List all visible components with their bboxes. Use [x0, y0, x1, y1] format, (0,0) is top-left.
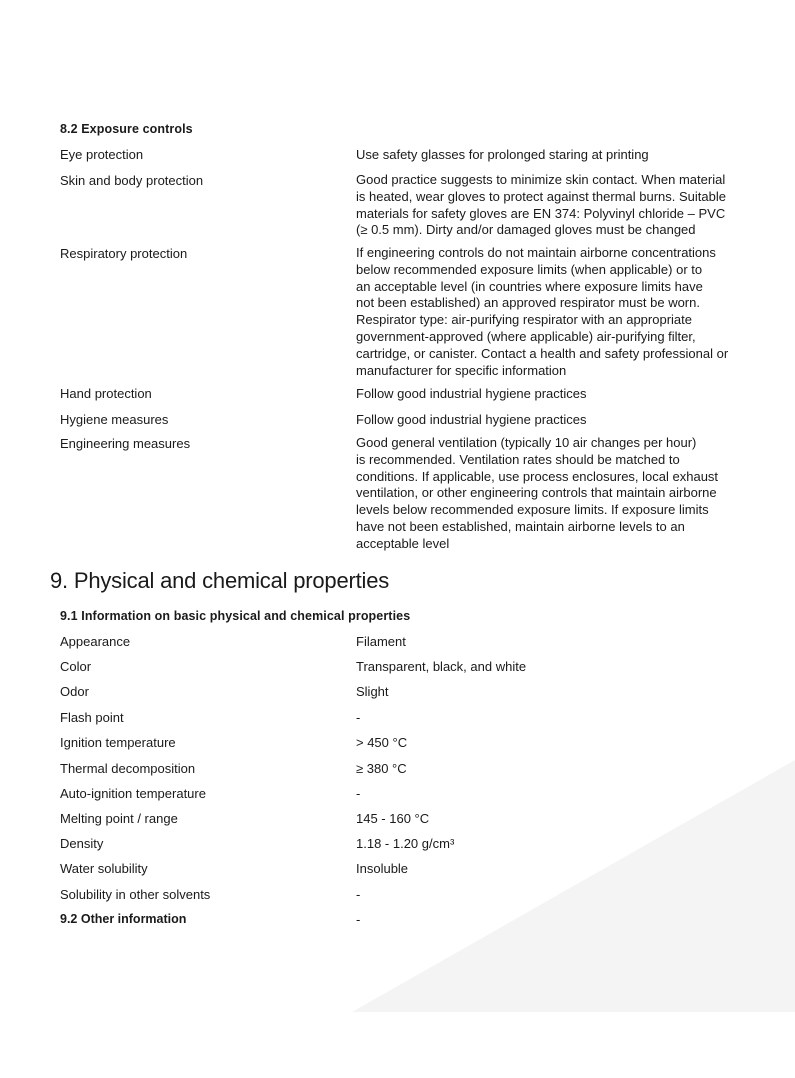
row-value: - — [356, 887, 361, 902]
row-label: Melting point / range — [60, 811, 178, 826]
row-label: Flash point — [60, 710, 124, 725]
row-value: > 450 °C — [356, 735, 408, 750]
row-label: Appearance — [60, 634, 131, 649]
section-9-1-heading: 9.1 Information on basic physical and chemical properties — [60, 609, 411, 623]
row-label: Skin and body protection — [60, 173, 204, 188]
row-label: Ignition temperature — [60, 735, 176, 750]
row-value: ≥ 380 °C — [356, 761, 407, 776]
row-label: Hygiene measures — [60, 412, 169, 427]
row-label: Solubility in other solvents — [60, 887, 211, 902]
row-label: Odor — [60, 684, 89, 699]
row-value: Filament — [356, 634, 406, 649]
row-label: Hand protection — [60, 386, 152, 401]
row-label: Respiratory protection — [60, 246, 188, 261]
row-value: 1.18 - 1.20 g/cm³ — [356, 836, 455, 851]
section-9-title: 9. Physical and chemical properties — [50, 568, 390, 593]
row-value: Good general ventilation (typically 10 air changes per hour) is recommended. Ventilation rates should be matched to conditions. If applicable, use process enclosures, local exhaust ventilation, or other engineering controls that maintain airborne levels below recommended exposure limits. If exposure limits have not been established, maintain airborne levels to an acceptable level — [356, 435, 719, 551]
row-label: Water solubility — [60, 861, 148, 876]
row-label: Eye protection — [60, 147, 144, 162]
row-value: Transparent, black, and white — [356, 659, 527, 674]
row-label: Color — [60, 659, 92, 674]
row-value: Use safety glasses for prolonged staring at printing — [356, 147, 649, 162]
row-value: Follow good industrial hygiene practices — [356, 386, 587, 401]
row-value: If engineering controls do not maintain airborne concentrations below recommended exposure limits (when applicable) or to an acceptable level (in countries where exposure limits have not been established) an approved respirator must be worn. Respirator type: air-purifying respirator with an appropriate government-approved (where applicable) air-purifying filter, cartridge, or canister. Contact a health and safety professional or manufacturer for specific information — [356, 245, 729, 378]
row-value: - — [356, 710, 361, 725]
row-value: Follow good industrial hygiene practices — [356, 412, 587, 427]
row-value: Slight — [356, 684, 389, 699]
row-value: Insoluble — [356, 861, 409, 876]
row-label: Engineering measures — [60, 436, 191, 451]
row-value: - — [356, 912, 361, 927]
row-value: - — [356, 786, 361, 801]
row-value: Good practice suggests to minimize skin contact. When material is heated, wear gloves to protect against thermal burns. Suitable materials for safety gloves are EN 374: Polyvinyl chloride – PVC (≥ 0.5 mm). Dirty and/or damaged gloves must be changed — [356, 172, 726, 238]
row-label: Thermal decomposition — [60, 761, 196, 776]
row-label: Auto-ignition temperature — [60, 786, 206, 801]
row-value: 145 - 160 °C — [356, 811, 430, 826]
section-8-2-heading: 8.2 Exposure controls — [60, 122, 193, 136]
row-label: Density — [60, 836, 104, 851]
section-9-2-heading: 9.2 Other information — [60, 912, 187, 926]
